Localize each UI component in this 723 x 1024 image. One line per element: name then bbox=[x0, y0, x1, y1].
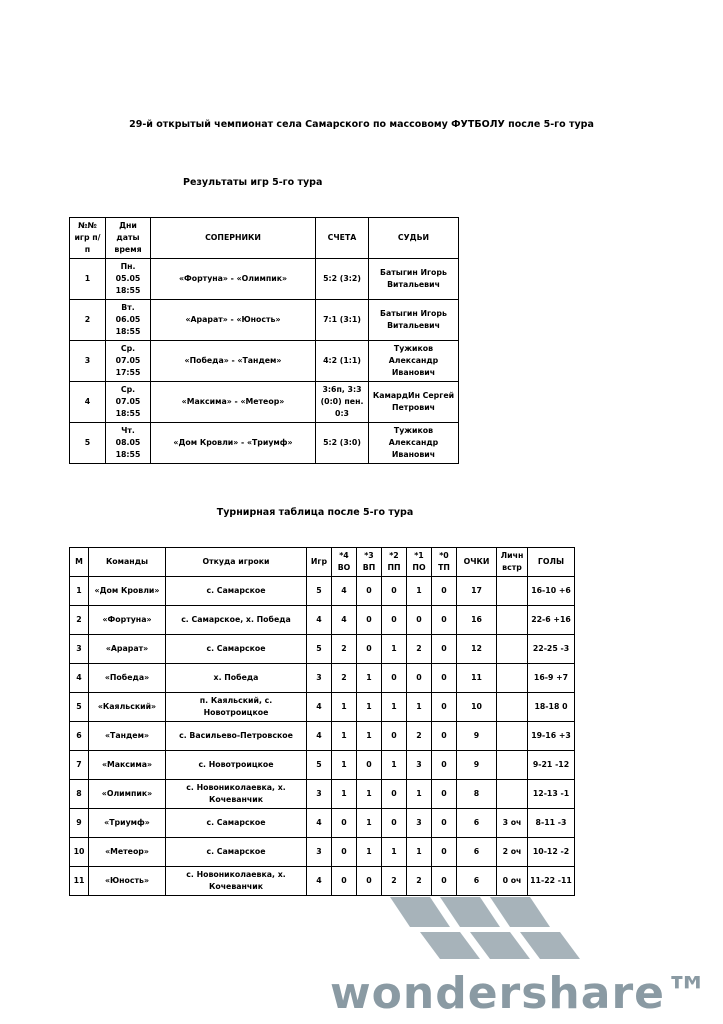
results-cell-date: Вт. 06.05 18:55 bbox=[106, 300, 151, 341]
standings-cell-games: 5 bbox=[307, 577, 332, 606]
standings-cell-origin: с. Новониколаевка, х. Кочеванчик bbox=[166, 780, 307, 809]
standings-cell-h2h bbox=[497, 751, 528, 780]
standings-cell-place: 9 bbox=[70, 809, 89, 838]
standings-cell-tp: 0 bbox=[432, 867, 457, 896]
standings-cell-h2h bbox=[497, 577, 528, 606]
standings-cell-origin: с. Самарское bbox=[166, 838, 307, 867]
results-cell-score: 5:2 (3:0) bbox=[316, 423, 369, 464]
standings-col-h2h: Личн встр bbox=[497, 548, 528, 577]
standings-cell-points: 9 bbox=[457, 751, 497, 780]
standings-col-tp: *0 ТП bbox=[432, 548, 457, 577]
standings-row bbox=[70, 606, 575, 635]
standings-row bbox=[70, 751, 575, 780]
standings-cell-vp: 1 bbox=[357, 780, 382, 809]
standings-cell-place: 5 bbox=[70, 693, 89, 722]
standings-cell-po: 2 bbox=[407, 722, 432, 751]
standings-cell-h2h: 3 оч bbox=[497, 809, 528, 838]
standings-cell-origin: с. Васильево-Петровское bbox=[166, 722, 307, 751]
standings-cell-tp: 0 bbox=[432, 635, 457, 664]
standings-cell-vp: 0 bbox=[357, 606, 382, 635]
results-row bbox=[70, 341, 459, 382]
standings-row bbox=[70, 693, 575, 722]
standings-cell-vp: 1 bbox=[357, 664, 382, 693]
standings-cell-pp: 1 bbox=[382, 838, 407, 867]
results-cell-n: 4 bbox=[70, 382, 106, 423]
standings-col-games: Игр bbox=[307, 548, 332, 577]
standings-cell-place: 10 bbox=[70, 838, 89, 867]
results-cell-ref: Тужиков Александр Иванович bbox=[369, 423, 459, 464]
standings-cell-vp: 0 bbox=[357, 751, 382, 780]
standings-cell-points: 8 bbox=[457, 780, 497, 809]
standings-cell-vo: 1 bbox=[332, 722, 357, 751]
results-cell-date: Чт. 08.05 18:55 bbox=[106, 423, 151, 464]
results-cell-date: Пн. 05.05 18:55 bbox=[106, 259, 151, 300]
standings-cell-origin: п. Каяльский, с. Новотроицкое bbox=[166, 693, 307, 722]
standings-cell-tp: 0 bbox=[432, 809, 457, 838]
standings-cell-vp: 1 bbox=[357, 693, 382, 722]
standings-cell-po: 0 bbox=[407, 664, 432, 693]
standings-cell-po: 1 bbox=[407, 577, 432, 606]
standings-cell-team: «Триумф» bbox=[89, 809, 166, 838]
standings-cell-team: «Максима» bbox=[89, 751, 166, 780]
standings-cell-place: 8 bbox=[70, 780, 89, 809]
results-col-date: Дни даты время bbox=[106, 218, 151, 259]
standings-cell-games: 5 bbox=[307, 635, 332, 664]
standings-col-place: М bbox=[70, 548, 89, 577]
results-cell-n: 3 bbox=[70, 341, 106, 382]
standings-cell-pp: 2 bbox=[382, 867, 407, 896]
standings-cell-vp: 1 bbox=[357, 838, 382, 867]
standings-cell-goals: 11-22 -11 bbox=[528, 867, 575, 896]
standings-cell-goals: 16-9 +7 bbox=[528, 664, 575, 693]
standings-cell-origin: х. Победа bbox=[166, 664, 307, 693]
standings-cell-pp: 0 bbox=[382, 780, 407, 809]
standings-cell-origin: с. Самарское bbox=[166, 809, 307, 838]
results-cell-ref: КамардИн Сергей Петрович bbox=[369, 382, 459, 423]
standings-cell-points: 9 bbox=[457, 722, 497, 751]
results-cell-score: 5:2 (3:2) bbox=[316, 259, 369, 300]
standings-cell-place: 7 bbox=[70, 751, 89, 780]
results-cell-ref: Батыгин Игорь Витальевич bbox=[369, 259, 459, 300]
standings-heading: Турнирная таблица после 5-го тура bbox=[216, 507, 414, 518]
standings-cell-tp: 0 bbox=[432, 780, 457, 809]
standings-cell-goals: 18-18 0 bbox=[528, 693, 575, 722]
standings-cell-po: 1 bbox=[407, 780, 432, 809]
standings-cell-po: 3 bbox=[407, 751, 432, 780]
results-row bbox=[70, 382, 459, 423]
results-cell-teams: «Победа» - «Тандем» bbox=[151, 341, 316, 382]
standings-col-origin: Откуда игроки bbox=[166, 548, 307, 577]
standings-cell-po: 1 bbox=[407, 838, 432, 867]
standings-cell-h2h bbox=[497, 722, 528, 751]
standings-cell-tp: 0 bbox=[432, 664, 457, 693]
standings-cell-games: 3 bbox=[307, 838, 332, 867]
standings-cell-games: 3 bbox=[307, 664, 332, 693]
results-cell-score: 4:2 (1:1) bbox=[316, 341, 369, 382]
standings-col-goals: ГОЛЫ bbox=[528, 548, 575, 577]
results-col-referee: СУДЬИ bbox=[369, 218, 459, 259]
standings-cell-po: 2 bbox=[407, 635, 432, 664]
results-col-number: №№ игр п/п bbox=[70, 218, 106, 259]
standings-cell-points: 17 bbox=[457, 577, 497, 606]
standings-row bbox=[70, 577, 575, 606]
standings-cell-vp: 0 bbox=[357, 867, 382, 896]
standings-cell-vo: 4 bbox=[332, 577, 357, 606]
standings-cell-place: 2 bbox=[70, 606, 89, 635]
standings-cell-points: 6 bbox=[457, 867, 497, 896]
standings-cell-pp: 0 bbox=[382, 809, 407, 838]
standings-cell-vo: 1 bbox=[332, 693, 357, 722]
standings-cell-games: 5 bbox=[307, 751, 332, 780]
standings-cell-points: 6 bbox=[457, 809, 497, 838]
standings-cell-po: 1 bbox=[407, 693, 432, 722]
standings-row bbox=[70, 780, 575, 809]
results-cell-n: 5 bbox=[70, 423, 106, 464]
standings-cell-origin: с. Новониколаевка, х. Кочеванчик bbox=[166, 867, 307, 896]
standings-cell-team: «Тандем» bbox=[89, 722, 166, 751]
standings-cell-points: 10 bbox=[457, 693, 497, 722]
standings-col-pp: *2 ПП bbox=[382, 548, 407, 577]
standings-cell-vo: 0 bbox=[332, 809, 357, 838]
standings-cell-po: 3 bbox=[407, 809, 432, 838]
standings-cell-h2h bbox=[497, 664, 528, 693]
standings-cell-goals: 9-21 -12 bbox=[528, 751, 575, 780]
standings-table bbox=[69, 547, 575, 896]
standings-cell-games: 4 bbox=[307, 722, 332, 751]
standings-cell-place: 3 bbox=[70, 635, 89, 664]
watermark-text: wondershare™ bbox=[330, 968, 710, 1019]
standings-cell-pp: 1 bbox=[382, 751, 407, 780]
standings-cell-games: 4 bbox=[307, 606, 332, 635]
results-cell-date: Ср. 07.05 18:55 bbox=[106, 382, 151, 423]
standings-cell-team: «Победа» bbox=[89, 664, 166, 693]
standings-cell-origin: с. Самарское bbox=[166, 635, 307, 664]
standings-cell-origin: с. Самарское, х. Победа bbox=[166, 606, 307, 635]
standings-cell-games: 4 bbox=[307, 693, 332, 722]
results-cell-teams: «Максима» - «Метеор» bbox=[151, 382, 316, 423]
standings-cell-h2h: 0 оч bbox=[497, 867, 528, 896]
standings-cell-po: 0 bbox=[407, 606, 432, 635]
standings-cell-points: 12 bbox=[457, 635, 497, 664]
standings-cell-h2h: 2 оч bbox=[497, 838, 528, 867]
standings-header-row bbox=[70, 548, 575, 577]
document-title: 29-й открытый чемпионат села Самарского по массовому ФУТБОЛУ после 5-го тура bbox=[129, 119, 594, 130]
standings-cell-vp: 1 bbox=[357, 809, 382, 838]
standings-cell-tp: 0 bbox=[432, 751, 457, 780]
results-cell-n: 2 bbox=[70, 300, 106, 341]
standings-cell-tp: 0 bbox=[432, 577, 457, 606]
standings-cell-goals: 8-11 -3 bbox=[528, 809, 575, 838]
standings-cell-goals: 10-12 -2 bbox=[528, 838, 575, 867]
standings-cell-team: «Каяльский» bbox=[89, 693, 166, 722]
standings-cell-pp: 0 bbox=[382, 606, 407, 635]
standings-cell-place: 1 bbox=[70, 577, 89, 606]
results-col-score: СЧЕТА bbox=[316, 218, 369, 259]
standings-cell-h2h bbox=[497, 606, 528, 635]
standings-cell-goals: 19-16 +3 bbox=[528, 722, 575, 751]
standings-cell-pp: 0 bbox=[382, 577, 407, 606]
results-cell-score: 3:6п, 3:3 (0:0) пен. 0:3 bbox=[316, 382, 369, 423]
standings-cell-place: 6 bbox=[70, 722, 89, 751]
standings-cell-tp: 0 bbox=[432, 693, 457, 722]
standings-cell-points: 11 bbox=[457, 664, 497, 693]
standings-col-vo: *4 ВО bbox=[332, 548, 357, 577]
results-cell-ref: Батыгин Игорь Витальевич bbox=[369, 300, 459, 341]
standings-cell-team: «Олимпик» bbox=[89, 780, 166, 809]
standings-cell-place: 11 bbox=[70, 867, 89, 896]
standings-row bbox=[70, 809, 575, 838]
standings-col-po: *1 ПО bbox=[407, 548, 432, 577]
standings-cell-games: 3 bbox=[307, 780, 332, 809]
standings-cell-place: 4 bbox=[70, 664, 89, 693]
standings-cell-h2h bbox=[497, 780, 528, 809]
standings-cell-games: 4 bbox=[307, 867, 332, 896]
standings-cell-vo: 2 bbox=[332, 664, 357, 693]
results-table bbox=[69, 217, 459, 464]
standings-cell-pp: 1 bbox=[382, 635, 407, 664]
results-cell-teams: «Фортуна» - «Олимпик» bbox=[151, 259, 316, 300]
standings-cell-games: 4 bbox=[307, 809, 332, 838]
standings-cell-vp: 0 bbox=[357, 577, 382, 606]
results-cell-date: Ср. 07.05 17:55 bbox=[106, 341, 151, 382]
results-row bbox=[70, 259, 459, 300]
standings-cell-tp: 0 bbox=[432, 838, 457, 867]
standings-cell-goals: 16-10 +6 bbox=[528, 577, 575, 606]
results-cell-teams: «Дом Кровли» - «Триумф» bbox=[151, 423, 316, 464]
standings-cell-vo: 1 bbox=[332, 780, 357, 809]
standings-col-points: ОЧКИ bbox=[457, 548, 497, 577]
standings-row bbox=[70, 838, 575, 867]
standings-row bbox=[70, 635, 575, 664]
results-heading: Результаты игр 5-го тура bbox=[183, 177, 323, 188]
standings-cell-team: «Фортуна» bbox=[89, 606, 166, 635]
standings-cell-team: «Юность» bbox=[89, 867, 166, 896]
standings-cell-goals: 22-25 -3 bbox=[528, 635, 575, 664]
standings-col-vp: *3 ВП bbox=[357, 548, 382, 577]
results-row bbox=[70, 423, 459, 464]
standings-cell-points: 16 bbox=[457, 606, 497, 635]
results-header-row bbox=[70, 218, 459, 259]
standings-row bbox=[70, 664, 575, 693]
standings-cell-h2h bbox=[497, 693, 528, 722]
standings-cell-pp: 0 bbox=[382, 722, 407, 751]
standings-cell-tp: 0 bbox=[432, 606, 457, 635]
standings-cell-vo: 1 bbox=[332, 751, 357, 780]
standings-cell-tp: 0 bbox=[432, 722, 457, 751]
results-col-teams: СОПЕРНИКИ bbox=[151, 218, 316, 259]
standings-cell-goals: 22-6 +16 bbox=[528, 606, 575, 635]
standings-cell-pp: 0 bbox=[382, 664, 407, 693]
standings-cell-team: «Дом Кровли» bbox=[89, 577, 166, 606]
standings-col-team: Команды bbox=[89, 548, 166, 577]
standings-cell-points: 6 bbox=[457, 838, 497, 867]
results-row bbox=[70, 300, 459, 341]
standings-row bbox=[70, 722, 575, 751]
results-cell-n: 1 bbox=[70, 259, 106, 300]
standings-cell-vp: 1 bbox=[357, 722, 382, 751]
results-cell-teams: «Арарат» - «Юность» bbox=[151, 300, 316, 341]
standings-cell-origin: с. Самарское bbox=[166, 577, 307, 606]
standings-cell-vo: 4 bbox=[332, 606, 357, 635]
standings-cell-vo: 0 bbox=[332, 867, 357, 896]
standings-cell-team: «Арарат» bbox=[89, 635, 166, 664]
standings-cell-origin: с. Новотроицкое bbox=[166, 751, 307, 780]
standings-cell-vp: 0 bbox=[357, 635, 382, 664]
standings-cell-po: 2 bbox=[407, 867, 432, 896]
standings-cell-team: «Метеор» bbox=[89, 838, 166, 867]
standings-cell-h2h bbox=[497, 635, 528, 664]
results-cell-score: 7:1 (3:1) bbox=[316, 300, 369, 341]
standings-cell-vo: 2 bbox=[332, 635, 357, 664]
standings-cell-goals: 12-13 -1 bbox=[528, 780, 575, 809]
results-cell-ref: Тужиков Александр Иванович bbox=[369, 341, 459, 382]
standings-cell-vo: 0 bbox=[332, 838, 357, 867]
standings-cell-pp: 1 bbox=[382, 693, 407, 722]
